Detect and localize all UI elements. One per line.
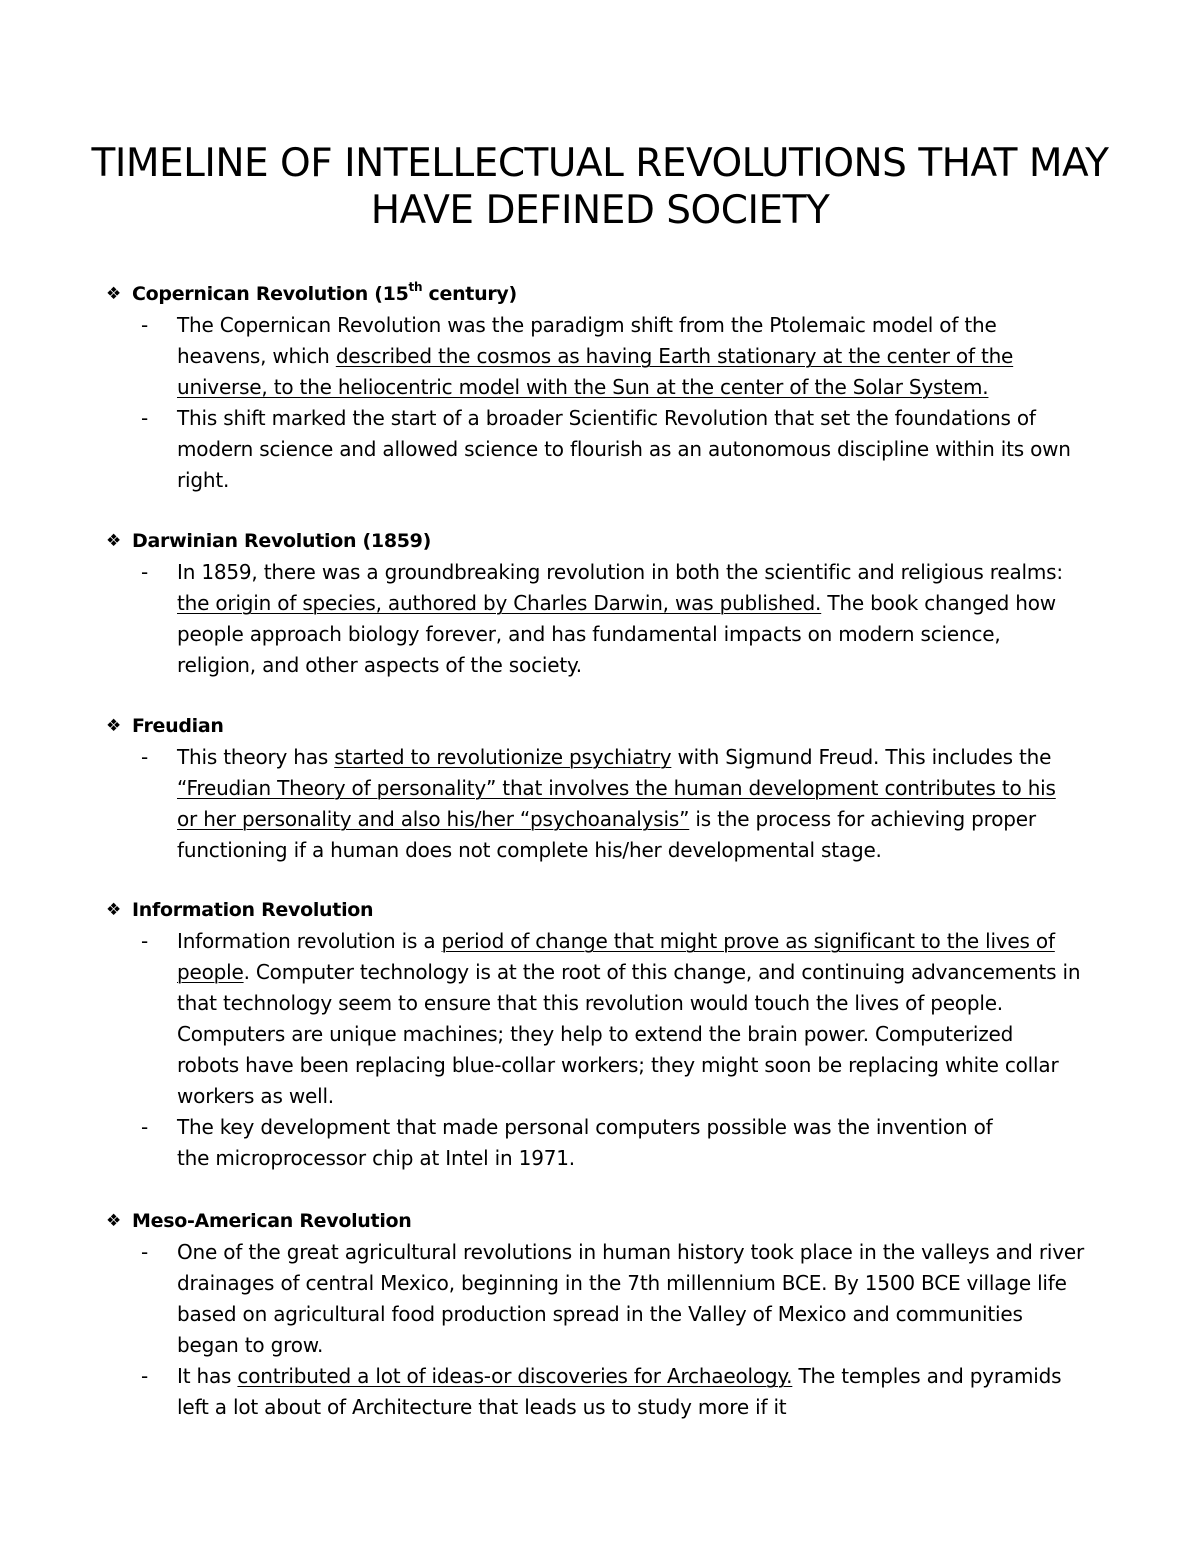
diamond-bullet-icon: ❖ [106,716,122,736]
title-line-2: HAVE DEFINED SOCIETY [370,188,830,233]
diamond-bullet-icon: ❖ [106,1211,122,1231]
underlined-text: period of change that might prove as significant to the lives of [441,929,1055,953]
paragraph: In 1859, there was a groundbreaking revolution in both the scientific and religious realms: the origin of species, authored by Charles Darwin, was published. The book changed how people approach biology forever, and has fundamental impacts on modern science, religion, and other aspects of the society. [177,560,1063,677]
paragraph: Information revolution is a period of change that might prove as significant to the lives of people. Computer technology is at the root of this change, and continuing advancements in that technology seem to ensure that this revolution would touch the lives of people. Computers are unique machines; they help to extend the brain power. Computerized robots have been replacing blue-collar workers; they might soon be replacing white collar workers as well. [177,929,1081,1108]
paragraph: The Copernican Revolution was the paradigm shift from the Ptolemaic model of the heavens, which described the cosmos as having Earth stationary at the center of the universe, to the heliocentric model with the Sun at the center of the Solar System. [177,313,1014,399]
dash-bullet: - [141,929,149,953]
underlined-text: universe, to the heliocentric model with the Sun at the center of the Solar System. [177,375,989,399]
section-heading: ❖ Darwinian Revolution (1859) [106,526,431,557]
diamond-bullet-icon: ❖ [106,284,122,304]
section-heading: ❖ Information Revolution [106,895,373,926]
underlined-text: the origin of species, authored by Charles Darwin, was published. [177,591,822,615]
paragraph: It has contributed a lot of ideas-or discoveries for Archaeology. The temples and pyramids left a lot about of Architecture that leads us to study more if it [177,1364,1062,1419]
dash-bullet: - [141,745,149,769]
dash-bullet: - [141,1115,149,1139]
underlined-text: or her personality and also his/her “psychoanalysis” [177,807,690,831]
dash-bullet: - [141,1364,149,1388]
paragraph: This theory has started to revolutionize psychiatry with Sigmund Freud. This includes the “Freudian Theory of personality” that involves the human development contributes to his or her personality and also his/her “psychoanalysis” is the process for achieving proper functioning if a human does not complete his/her developmental stage. [177,745,1056,862]
underlined-text: people [177,960,244,984]
diamond-bullet-icon: ❖ [106,531,122,551]
title-line-1: TIMELINE OF INTELLECTUAL REVOLUTIONS THAT MAY [91,141,1109,186]
section-heading: ❖ Meso-American Revolution [106,1206,412,1237]
underlined-text: described the cosmos as having Earth stationary at the center of the [335,344,1014,368]
paragraph: One of the great agricultural revolutions in human history took place in the valleys and river drainages of central Mexico, beginning in the 7th millennium BCE. By 1500 BCE village life based on agricultural food production spread in the Valley of Mexico and communities began to grow. [177,1240,1084,1357]
dash-bullet: - [141,313,149,337]
diamond-bullet-icon: ❖ [106,900,122,920]
underlined-text: contributed a lot of ideas-or discoveries for Archaeology. [237,1364,793,1388]
paragraph: This shift marked the start of a broader Scientific Revolution that set the foundations of modern science and allowed science to flourish as an autonomous discipline within its own right. [177,406,1071,492]
paragraph: The key development that made personal computers possible was the invention of the microprocessor chip at Intel in 1971. [177,1115,993,1170]
dash-bullet: - [141,406,149,430]
page-title [60,140,1140,234]
section-heading: ❖ Freudian [106,711,224,742]
dash-bullet: - [141,560,149,584]
underlined-text: started to revolutionize psychiatry [334,745,672,769]
dash-bullet: - [141,1240,149,1264]
underlined-text: “Freudian Theory of personality” that involves the human development contributes to his [177,776,1056,800]
section-heading: ❖ Copernican Revolution (15th century) [106,279,517,310]
